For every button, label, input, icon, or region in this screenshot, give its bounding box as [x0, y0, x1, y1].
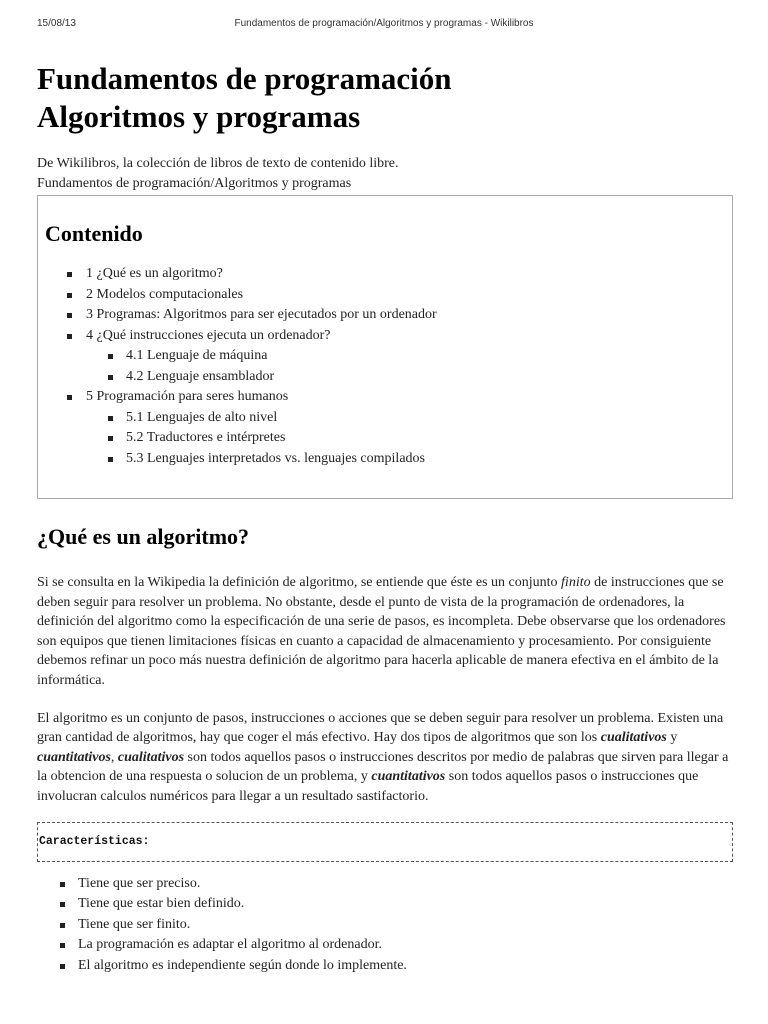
- toc-subitem[interactable]: [86, 449, 725, 470]
- toc-item[interactable]: [45, 264, 725, 285]
- print-header: [0, 18, 768, 32]
- toc-link-4-1[interactable]: 4.1 Lenguaje de máquina: [126, 348, 268, 363]
- print-page-title: Fundamentos de programación/Algoritmos y programas - Wikilibros: [234, 18, 534, 29]
- preformatted-box: [37, 822, 733, 862]
- term-cualitativos: cualitativos: [600, 730, 667, 746]
- characteristics-list: [37, 874, 733, 977]
- paragraph-text: de instrucciones que se deben seguir para resolver un problema. No obstante, desde el punto de vista de la programación de ordenadores, la definición del algoritmo como la especificación de una serie de pasos, es incompleta. Debe observarse que los ordenadores son equipos que tienen limitaciones físicas en cuanto a capacidad de almacenamiento y procesamiento. Por consiguiente debemos refinar un poco más nuestra definición de algoritmo para hacerla aplicable de manera efectiva en el ámbito de la informática.: [37, 575, 726, 688]
- page-title-line-1: Fundamentos de programación: [37, 61, 452, 96]
- term-cuantitativos: cuantitativos: [371, 769, 446, 785]
- toc-subitem[interactable]: [86, 367, 725, 388]
- paragraph-definition: [37, 573, 733, 691]
- table-of-contents: [37, 195, 733, 499]
- paragraph-text: El algoritmo es un conjunto de pasos, instrucciones o acciones que se deben seguir para resolver un problema. Existen una gran cantidad de algoritmos, hay que coger el más efectivo. Hay dos tipos de algoritmos que son los: [37, 710, 724, 746]
- term-cualitativos: cualitativos: [117, 749, 185, 765]
- toc-list: [45, 264, 725, 469]
- list-item: La programación es adaptar el algoritmo al ordenador.: [37, 935, 733, 956]
- paragraph-text: ,: [110, 749, 118, 765]
- toc-subitem[interactable]: [86, 408, 725, 429]
- list-item: El algoritmo es independiente según donde lo implemente.: [37, 956, 733, 977]
- toc-title: Contenido: [45, 221, 143, 246]
- list-item: Tiene que ser preciso.: [37, 874, 733, 895]
- section-heading: ¿Qué es un algoritmo?: [37, 524, 250, 549]
- toc-link-2[interactable]: 2 Modelos computacionales: [86, 286, 244, 302]
- toc-link-1[interactable]: 1 ¿Qué es un algoritmo?: [86, 266, 223, 281]
- list-item: Tiene que estar bien definido.: [37, 894, 733, 915]
- characteristics-label: Características:: [39, 834, 150, 848]
- toc-link-5-1[interactable]: 5.1 Lenguajes de alto nivel: [126, 409, 278, 425]
- toc-link-4[interactable]: 4 ¿Qué instrucciones ejecuta un ordenador?: [86, 327, 331, 343]
- toc-item[interactable]: [45, 285, 725, 306]
- toc-item[interactable]: [45, 387, 725, 469]
- toc-link-4-2[interactable]: 4.2 Lenguaje ensamblador: [126, 368, 275, 384]
- toc-link-3[interactable]: 3 Programas: Algoritmos para ser ejecutados por un ordenador: [86, 307, 437, 322]
- paragraph-text: y: [666, 730, 678, 746]
- page-title-line-2: Algoritmos y programas: [37, 99, 361, 134]
- term-cuantitativos: cuantitativos: [37, 749, 111, 765]
- print-date: 15/08/13: [37, 18, 76, 29]
- toc-link-5[interactable]: 5 Programación para seres humanos: [86, 389, 289, 404]
- site-tagline: De Wikilibros, la colección de libros de texto de contenido libre.: [37, 156, 399, 171]
- toc-item[interactable]: [45, 326, 725, 388]
- article-content: [37, 60, 733, 977]
- emphasis-finito: finito: [561, 575, 591, 590]
- paragraph-types: [37, 709, 733, 807]
- toc-sublist: [86, 408, 725, 470]
- toc-sublist: [86, 346, 725, 387]
- toc-subitem[interactable]: [86, 428, 725, 449]
- paragraph-text: son todos aquellos pasos o instrucciones descritos por medio de palabras que sirven para llegar a la obtencion de una respuesta o solucion de un problema, y: [37, 749, 729, 785]
- paragraph-text: Si se consulta en la Wikipedia la definición de algoritmo, se entiende que éste es un conjunto: [37, 575, 562, 590]
- toc-link-5-2[interactable]: 5.2 Traductores e intérpretes: [126, 430, 286, 445]
- toc-subitem[interactable]: [86, 346, 725, 367]
- page-subtitle: Fundamentos de programación/Algoritmos y programas: [37, 176, 352, 191]
- list-item: Tiene que ser finito.: [37, 915, 733, 936]
- page-title: [37, 60, 733, 136]
- toc-link-5-3[interactable]: 5.3 Lenguajes interpretados vs. lenguajes compilados: [126, 450, 425, 466]
- paragraph-text: son todos aquellos pasos o instrucciones que involucran calculos numéricos para llegar a un resultado sastifactorio.: [37, 769, 699, 804]
- toc-item[interactable]: [45, 305, 725, 326]
